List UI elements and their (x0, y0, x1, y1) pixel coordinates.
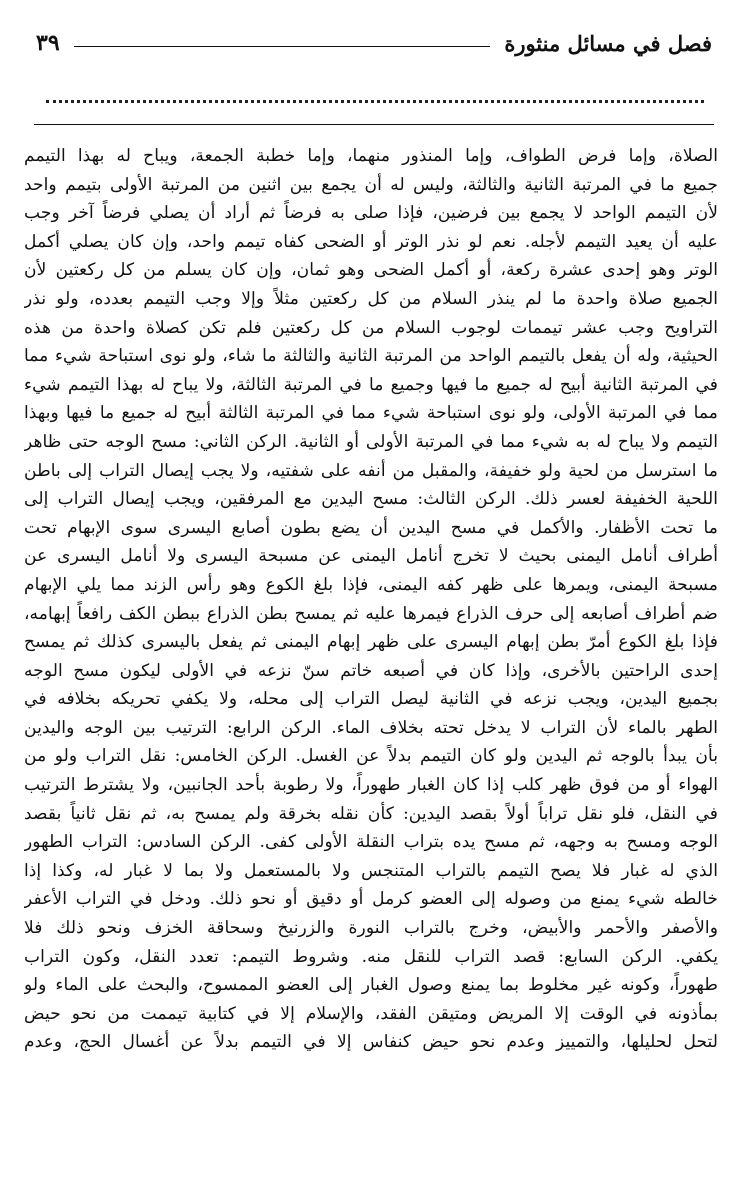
text-line: التراويح وجب عشر تيممات لوجوب السلام من كل ركعتين فلم تكن كصلاة واحدة من هذه (24, 317, 718, 338)
text-line: الحيثية، وله أن يفعل بالتيمم الواحد من المرتبة الثانية والثالثة ما شاء، ولو نوى استباحة شيء مما (24, 346, 718, 367)
text-line: في المرتبة الثانية أبيح له جميع ما فيها وجميع ما في المرتبة الثالثة، ولا يباح له بهذا التيمم شيء (24, 374, 718, 395)
text-line: الجميع صلاة واحدة ما لم ينذر السلام من كل ركعتين مثلاً وإلا وجب التيمم بعدده، ولو نذر (24, 288, 718, 309)
text-line: بجميع اليدين، ويجب نزعه في الثانية ليصل التراب إلى محله، ولا يكفي تحريكه بخلافه في (24, 689, 718, 710)
text-line: فإذا بلغ الكوع أمرّ بطن إبهام اليسرى على ظهر إبهام اليمنى ثم يفعل باليسرى كذلك ثم يمسح (24, 632, 718, 653)
text-line: الهواء أو من فوق ظهر كلب إذا كان الغبار طهوراً، ولا رطوبة بأحد الجانبين، ولا يشترط الترتيب (24, 775, 718, 796)
text-line: مسبحة اليمنى، ويمرها على ظهر كفه اليمنى، فإذا بلغ الكوع وهو رأس الزند مما يلي الإبهام (24, 574, 718, 595)
text-line: جميع ما في المرتبة الثانية والثالثة، وليس له أن يجمع بين اثنين من المرتبة الأولى بتيمم واحد (24, 174, 718, 195)
text-line: الصلاة، وإما فرض الطواف، وإما المنذور منهما، وإما خطبة الجمعة، ويباح له بهذا التيمم (24, 146, 718, 166)
text-line: ضم أطراف أصابعه إلى حرف الذراع فيمرها عليه ثم يمسح بطن الذراع ببطن الكف رافعاً إبهامه، (24, 603, 718, 624)
dotted-separator (46, 100, 704, 103)
text-line: في النقل، فلو نقل تراباً أولاً بقصد اليدين: كأن نقله بخرقة ولم يمسح به، ثم نقل ثانياً بقصد (24, 803, 718, 824)
header-rule (74, 46, 491, 47)
text-line: لأن التيمم الواحد لا يجمع بين فرضين، فإذا صلى به فرضاً ثم أراد أن يصلي فرضاً آخر وجب (24, 203, 718, 224)
text-line: الوتر وهو إحدى عشرة ركعة، أو أكمل الضحى وهو ثمان، وإن كان يسلم من كل ركعتين لأن (24, 260, 718, 281)
text-line: يكفي. الركن السابع: قصد التراب للنقل منه. وشروط التيمم: تعدد النقل، وكون التراب (24, 946, 718, 967)
text-line: بأن يبدأ بالوجه ثم اليدين ولو كان التيمم بدلاً عن الغسل. الركن الخامس: نقل التراب ولو من (24, 746, 718, 767)
text-line: اللحية الخفيفة لعسر ذلك. الركن الثالث: مسح اليدين مع المرفقين، ويجب إيصال التراب إلى (24, 489, 718, 510)
text-line: التيمم ولا يباح له به شيء مما في المرتبة الأولى أو الثانية. الركن الثاني: مسح الوجه حتى ظاهر (24, 431, 718, 452)
text-line: بمأذونه في الوقت إلا المريض ومتيقن الفقد، والإسلام إلا في كتابية تيممت من نحو حيض (24, 1003, 718, 1024)
text-line: مما في المرتبة الأولى، ولو نوى استباحة شيء مما في المرتبة الثالثة أبيح له جميع ما فيها وبهذا (24, 403, 718, 424)
text-line: لتحل لحليلها، والتمييز وعدم نحو حيض كنفاس إلا في التيمم بدلاً عن أغسال الحج، وعدم (24, 1032, 718, 1053)
page-header (36, 26, 712, 60)
text-line: الوجه ومسح به وجهه، ثم مسح يده بتراب النقلة الأولى كفى. الركن السادس: التراب الطهور (24, 832, 718, 853)
text-line: أطراف أنامل اليمنى بحيث لا تخرج أنامل اليمنى عن مسبحة اليسرى ولا أنامل اليسرى عن (24, 546, 718, 567)
text-line: ما تحت الأظفار. والأكمل في مسح اليدين أن يضع بطون أصابع اليسرى سوى الإبهام تحت (24, 517, 718, 538)
text-line: خالطه شيء يمنع من وصوله إلى العضو كرمل أو دقيق أو نحو ذلك. ودخل في التراب الأعفر (24, 889, 718, 910)
text-line: الذي له غبار فلا يصح التيمم بالتراب المتنجس ولا بالمستعمل ولا بما لا غبار له، وكذا إذا (24, 860, 718, 881)
text-line: طهوراً، وكونه غير مخلوط بما يمنع وصول الغبار إلى العضو الممسوح، والبحث على الماء ولو (24, 975, 718, 996)
solid-separator (34, 124, 714, 125)
body-text (24, 142, 718, 1057)
text-line: عليه أن يعيد التيمم لأجله. نعم لو نذر الوتر أو الضحى كفاه تيمم واحد، وإن كان يصلي أكمل (24, 231, 718, 252)
text-line: الطهر بالماء لأن التراب لا يدخل تحته بخلاف الماء. الركن الرابع: الترتيب بين الوجه واليدين (24, 717, 718, 738)
text-line: ما استرسل من لحية ولو خفيفة، والمقبل من أنفه على شفتيه، ولا يجب إيصال التراب إلى باطن (24, 460, 718, 481)
page-number: ٣٩ (36, 30, 60, 56)
text-line: والأصفر والأحمر والأبيض، وخرج بالتراب النورة والزرنيخ وسحاقة الخزف ونحو ذلك فلا (24, 918, 718, 939)
running-title: فصل في مسائل منثورة (504, 30, 712, 56)
text-line: إحدى الراحتين بالأخرى، وإذا كان في أصبعه خاتم سنّ نزعه في الأولى ليكون مسح الوجه (24, 660, 718, 681)
